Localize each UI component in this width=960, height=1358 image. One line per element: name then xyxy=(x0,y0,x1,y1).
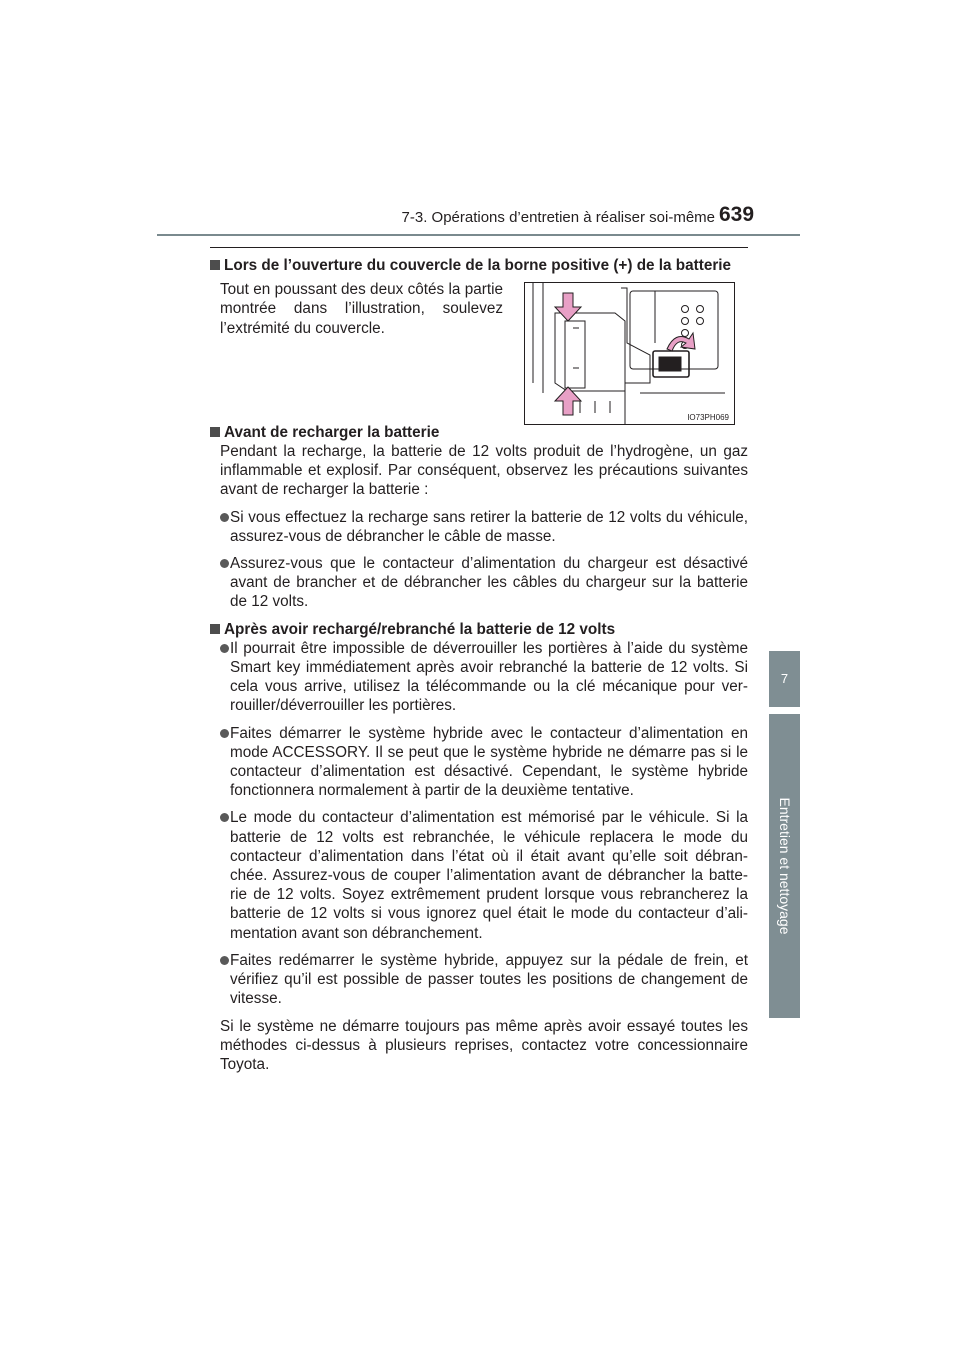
figure-code: IO73PH069 xyxy=(687,413,729,422)
heading-text: Avant de recharger la batterie xyxy=(224,423,440,441)
content-rule xyxy=(210,247,748,248)
paragraph: Si le système ne démarre toujours pas même après avoir essayé toutes les méthodes ci-dessus à plusieurs reprises, contactez votre concessionnaire Toyota. xyxy=(220,1017,748,1073)
chapter-label: Entretien et nettoyage xyxy=(776,797,793,935)
list-item-text: Faites redémarrer le système hybride, appuyez sur la pédale de frein, et vérifiez qu’il est possible de passer toutes les positions de changement de vitesse. xyxy=(230,951,748,1008)
round-bullet-icon xyxy=(220,644,229,653)
round-bullet-icon xyxy=(220,956,229,965)
list-item xyxy=(210,724,748,801)
page-number: 639 xyxy=(719,203,755,226)
list-item xyxy=(210,808,748,942)
round-bullet-icon xyxy=(220,729,229,738)
square-bullet-icon xyxy=(210,624,220,634)
chapter-number-tab[interactable]: 7 xyxy=(769,651,800,707)
list-item-text: Assurez-vous que le contacteur d’alimentation du chargeur est désactivé avant de brancher et de débrancher les câbles du chargeur sur la batterie de 12 volts. xyxy=(230,555,748,611)
square-bullet-icon xyxy=(210,427,220,437)
round-bullet-icon xyxy=(220,513,229,522)
list-item-text: Si vous effectuez la recharge sans retirer la batterie de 12 volts du véhicule, assurez-vous de débrancher le câble de masse. xyxy=(230,508,748,545)
paragraph: Pendant la recharge, la batterie de 12 volts produit de l’hydrogène, un gaz inflammable et explosif. Par conséquent, observez les précautions suivantes avant de recharger la batterie : xyxy=(220,443,748,499)
chapter-label-tab[interactable] xyxy=(769,714,800,1018)
list-item xyxy=(210,639,748,716)
list-item xyxy=(210,951,748,1009)
heading-text: Après avoir rechargé/rebranché la batterie de 12 volts xyxy=(224,620,616,638)
heading-text: Lors de l’ouverture du couvercle de la borne positive (+) de la batterie xyxy=(224,257,732,274)
paragraph: Tout en poussant des deux côtés la partie montrée dans l’illustration, soulevez l’extrémité du couvercle. xyxy=(220,281,503,337)
list-item xyxy=(210,508,748,546)
round-bullet-icon xyxy=(220,559,229,568)
list-item xyxy=(210,554,748,612)
round-bullet-icon xyxy=(220,813,229,822)
section-heading xyxy=(210,620,748,639)
section-heading xyxy=(210,423,748,442)
page-content xyxy=(210,256,748,1074)
header-rule xyxy=(157,234,800,236)
section-title: 7-3. Opérations d’entretien à réaliser soi-même xyxy=(401,209,715,226)
list-item-text: Faites démarrer le système hybride avec le contacteur d’alimentation en mode ACCESSORY. Il se peut que le système hybride ne démarre pas si le contacteur d’alimentation est désactivé. Cependant, le système hybride fonctionnera normalement à partir de la deuxième tentative. xyxy=(230,724,748,800)
list-item-text: Le mode du contacteur d’alimentation est mémorisé par le véhicule. Si la batterie de 12 volts est rebranchée, le véhicule replacera le mode du contacteur d’alimentation dans l’état où il était avant qu’elle soit débran- chée. Assurez-vous de couper l’alimentation avant de débrancher la batte- rie de 12 volts. Soyez extrêmement prudent lorsque vous rebrancherez la batterie de 12 volts si vous ignorez quel était le mode du contacteur d’ali- mentation avant son débranchement. xyxy=(230,809,748,942)
section-heading xyxy=(210,256,748,275)
square-bullet-icon xyxy=(210,260,220,270)
list-item-text: Il pourrait être impossible de déverrouiller les portières à l’aide du système Smart key immédiatement après avoir rebranché la batterie de 12 volts. Si cela vous arrive, utilisez la télécommande ou la clé mécanique pour ver- rouiller/déverrouiller les portières. xyxy=(230,639,748,715)
